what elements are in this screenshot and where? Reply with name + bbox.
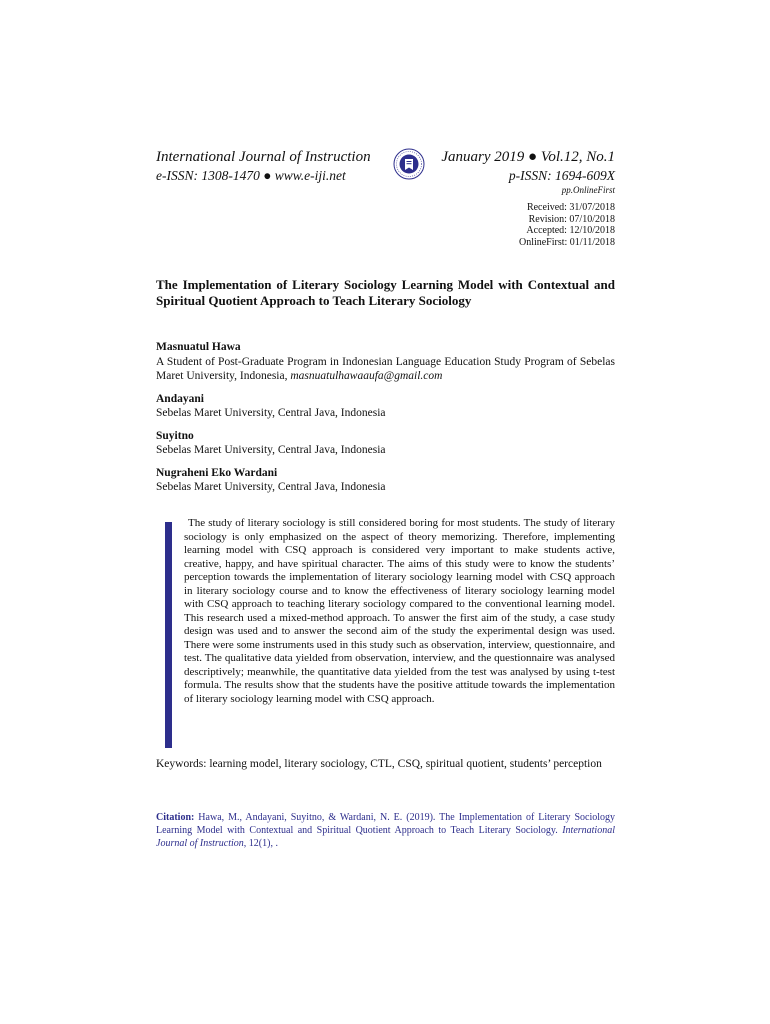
abstract-text: The study of literary sociology is still considered boring for most students. The study of literary sociology is only emphasized on the aspect of theory memorizing. Therefore, implementing learning model with CSQ approach is considered very important to make students active, creative, happy, and have spiritual character. The aims of this study were to know the students’ perception towards the implementation of literary sociology learning model with CSQ approach in literary sociology course and to know the effectiveness of literary sociology learning model with CSQ approach to teaching literary sociology compared to the conventional learning model. This research used a mixed-method approach. To answer the first aim of the study, a case study design was used and to answer the second aim of the study the experimental design was used. There were some instruments used in this study such as observation, interview, questionnaire, and test. The qualitative data yielded from observation, interview, and the questionnaire was analysed descriptively; meanwhile, the quantitative data yielded from the test was analysed by using t-test formula. The results show that the students have the positive attitude towards the implementation of literary sociology learning model with CSQ approach. [184,517,615,705]
header-left [156,148,371,184]
paper-title: The Implementation of Literary Sociology Learning Model with Contextual and Spiritual Quotient Approach to Teach Literary Sociology [156,277,615,308]
author-affiliation [156,355,615,384]
page-range: pp.OnlineFirst [561,185,615,195]
author-block [156,340,615,384]
affiliation-text: A Student of Post-Graduate Program in Indonesian Language Education Study Program of Sebelas Maret University, Indonesia, [156,355,615,382]
author-name: Nugraheni Eko Wardani [156,466,278,479]
paper-page [156,0,615,1024]
author-affiliation: Sebelas Maret University, Central Java, Indonesia [156,481,386,493]
author-affiliation: Sebelas Maret University, Central Java, Indonesia [156,407,386,419]
header-right [441,148,615,196]
citation-text: Hawa, M., Andayani, Suyitno, & Wardani, N. E. (2019). The Implementation of Literary Sociology Learning Model with Contextual and Spiritual Quotient Approach to Teach Literary Sociology. [156,812,615,836]
abstract-accent-bar [165,522,172,748]
author-email[interactable]: masnuatulhawaaufa@gmail.com [290,370,443,382]
issue-line: January 2019 ● Vol.12, No.1 [441,149,615,165]
author-affiliation: Sebelas Maret University, Central Java, Indonesia [156,444,386,456]
citation-tail: , 12(1), . [243,838,278,849]
accepted-date: Accepted: 12/10/2018 [526,225,615,236]
citation-label: Citation: [156,812,195,823]
citation [156,811,615,850]
journal-logo-icon [393,148,425,180]
keywords: Keywords: learning model, literary sociology, CTL, CSQ, spiritual quotient, students’ perception [156,758,602,770]
submission-dates [519,202,615,248]
author-block [156,392,615,421]
author-name: Suyitno [156,429,194,442]
citation-journal: International Journal of Instruction [156,825,615,849]
journal-name: International Journal of Instruction [156,149,371,165]
author-name: Andayani [156,392,204,405]
online-first-date: OnlineFirst: 01/11/2018 [518,236,615,248]
eissn-line: e-ISSN: 1308-1470 ● www.e-iji.net [156,168,346,183]
author-block [156,466,615,495]
pissn-line: p-ISSN: 1694-609X [508,168,615,183]
author-list [156,340,615,503]
journal-header [156,148,615,196]
author-block [156,429,615,458]
received-date: Received: 31/07/2018 [526,202,615,213]
revision-date: Revision: 07/10/2018 [528,213,615,225]
author-name: Masnuatul Hawa [156,341,241,353]
